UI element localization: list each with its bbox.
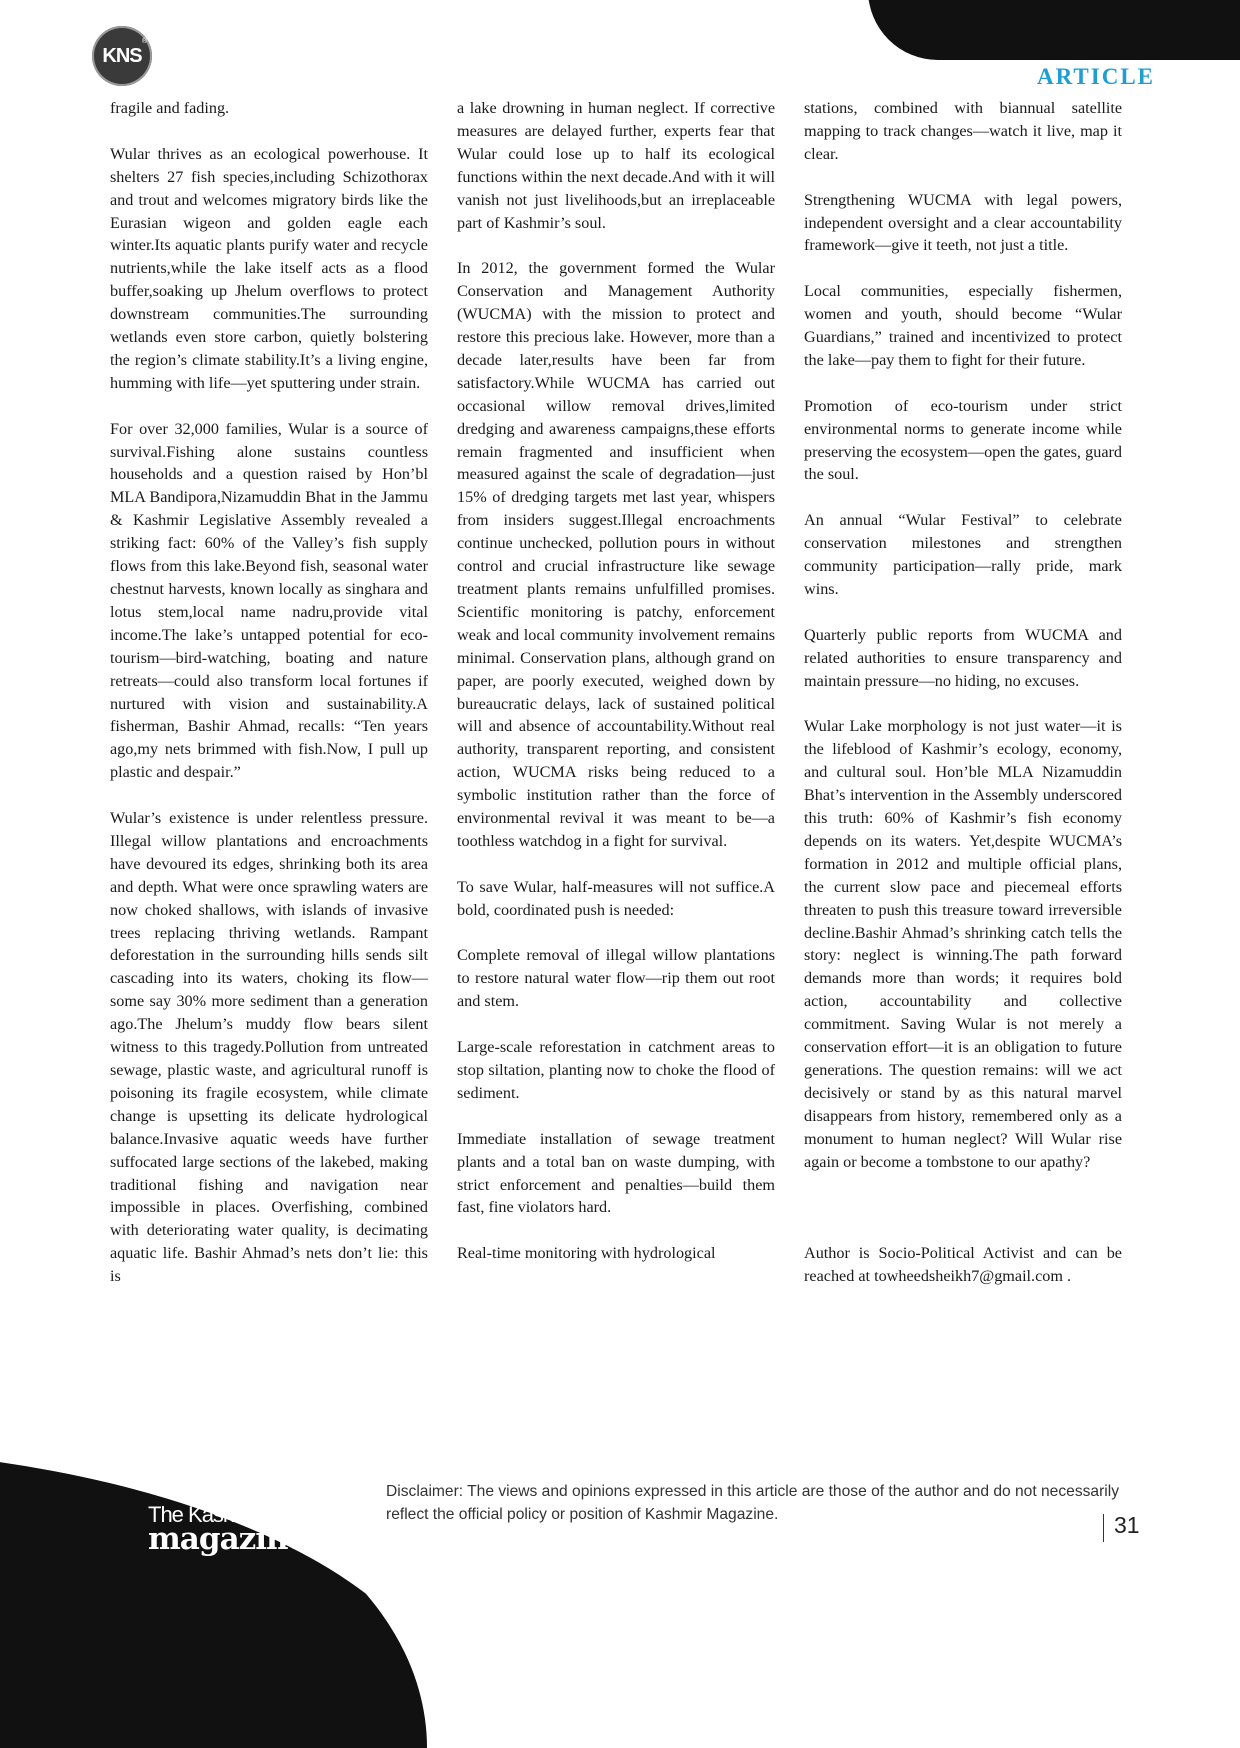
paragraph: Real-time monitoring with hydrological (457, 1244, 716, 1263)
spacer-paragraph (804, 1196, 1122, 1219)
paragraph: Complete removal of illegal willow plantations to restore natural water flow—rip them out root and stem. (457, 946, 775, 1011)
paragraph: Wular thrives as an ecological powerhouse. It shelters 27 fish species,including Schizothorax and trout and welcomes migratory birds like the Eurasian wigeon and golden eagle each winter.Its aquatic plants purify water and recycle nutrients,while the lake itself acts as a flood buffer,soaking up Jhelum overflows to protect downstream communities.The surrounding wetlands even store carbon, quietly bolstering the region’s climate stability.It’s a living engine, humming with life—yet sputtering under strain. (110, 144, 428, 392)
paragraph: Wular’s existence is under relentless pressure. Illegal willow plantations and encroachments have devoured its edges, shrinking both its area and depth. What were once sprawling waters are now choked shallows, with islands of invasive trees replacing thriving wetlands. Rampant deforestation in the surrounding hills sends silt cascading into its waters, choking its flow—some say 30% more sediment than a generation ago.The Jhelum’s muddy flow bears silent witness to this tragedy.Pollution from untreated sewage, plastic waste, and agricultural runoff is poisoning its fragile ecosystem, while climate change is upsetting its delicate hydrological balance.Invasive aquatic weeds have further suffocated large sections of the lakebed, making traditional fishing and navigation near impossible in places. Overfishing, combined with deteriorating water quality, is decimating aquatic life. Bashir Ahmad’s nets don’t lie: this is (110, 809, 428, 1286)
paragraph: Wular Lake morphology is not just water—it is the lifeblood of Kashmir’s ecology, economy, and cultural soul. Hon’ble MLA Nizamuddin Bhat’s intervention in the Assembly underscored this truth: 60% of Kashmir’s fish economy depends on its waters. Yet,despite WUCMA’s formation in 2012 and multiple official plans, the current slow pace and piecemeal efforts threaten to push this treasure toward irreversible decline.Bashir Ahmad’s shrinking catch tells the story: neglect is winning.The path forward demands more than words; it requires bold action, accountability and collective commitment. Saving Wular is not merely a conservation effort—it is an obligation to future generations. The question remains: will we act decisively or stand by as this natural marvel disappears from history, remembered only as a monument to human neglect? Will Wular rise again or become a tombstone to our apathy? (804, 717, 1122, 1171)
paragraph: For over 32,000 families, Wular is a source of survival.Fishing alone sustains countless households and a question raised by Hon’bl MLA Bandipora,Nizamuddin Bhat in the Jammu & Kashmir Legislative Assembly revealed a striking fact: 60% of the Valley’s fish supply flows from this lake.Beyond fish, seasonal water chestnut harvests, known locally as singhara and lotus stem,local name nadru,provide vital income.The lake’s untapped potential for eco-tourism—bird-watching, boating and nature retreats—could also transform local fortunes if nurtured with vision and sustainability.A fisherman, Bashir Ahmad, recalls: “Ten years ago,my nets brimmed with fish.Now, I pull up plastic and despair.” (110, 419, 428, 782)
section-label: ARTICLE (1037, 64, 1155, 89)
page-number: 31 (1114, 1512, 1140, 1538)
brand-line-2: magazine (148, 1521, 307, 1557)
paragraph: Strengthening WUCMA with legal powers, independent oversight and a clear accountability framework—give it teeth, not just a title. (804, 190, 1122, 255)
header-decoration (868, 0, 1240, 60)
article-column-1 (110, 97, 428, 1311)
article-column-3 (804, 97, 1122, 1311)
paragraph: Quarterly public reports from WUCMA and related authorities to ensure transparency and maintain pressure—no hiding, no excuses. (804, 625, 1122, 690)
paragraph: Large-scale reforestation in catchment areas to stop siltation, planting now to choke the flood of sediment. (457, 1038, 775, 1102)
article-column-2 (457, 97, 775, 1288)
disclaimer: Disclaimer: The views and opinions expressed in this article are those of the author and do not necessarily reflect the official policy or position of Kashmir Magazine. (386, 1483, 1120, 1523)
magazine-brand (148, 1504, 306, 1555)
paragraph: An annual “Wular Festival” to celebrate conservation milestones and strengthen community participation—rally pride, mark wins. (804, 511, 1122, 598)
paragraph: Promotion of eco-tourism under strict environmental norms to generate income while preserving the ecosystem—open the gates, guard the soul. (804, 396, 1122, 484)
registered-mark: ® (141, 38, 146, 45)
brand-line-1: The Kashmir (148, 1502, 262, 1527)
paragraph: a lake drowning in human neglect. If corrective measures are delayed further, experts fear that Wular could lose up to half its ecological functions within the next decade.And with it will vanish not just livelihoods,but an irreplaceable part of Kashmir’s soul. (457, 99, 775, 232)
paragraph: fragile and fading. (110, 99, 230, 117)
paragraph: Immediate installation of sewage treatment plants and a total ban on waste dumping, with strict enforcement and penalties—build them fast, fine violators hard. (457, 1129, 775, 1217)
kns-logo (92, 26, 152, 86)
page-number-divider (1103, 1514, 1104, 1542)
paragraph: stations, combined with biannual satellite mapping to track changes—watch it live, map it clear. (804, 99, 1122, 163)
author-note: Author is Socio-Political Activist and can be reached at towheedsheikh7@gmail.com . (804, 1244, 1122, 1286)
paragraph: To save Wular, half-measures will not suffice.A bold, coordinated push is needed: (457, 877, 775, 919)
paragraph: In 2012, the government formed the Wular Conservation and Management Authority (WUCMA) with the mission to protect and restore this precious lake. However, more than a decade later,results have been far from satisfactory.While WUCMA has carried out occasional willow removal drives,limited dredging and awareness campaigns,these efforts remain fragmented and insufficient when measured against the scale of degradation—just 15% of dredging targets met last year, whispers from insiders suggest.Illegal encroachments continue unchecked, pollution pours in without control and crucial infrastructure like sewage treatment plants remains unfulfilled promises. Scientific monitoring is patchy, enforcement weak and local community involvement remains minimal. Conservation plans, although grand on paper, are poorly executed, weighed down by bureaucratic delays, lack of sustained political will and absence of accountability.Without real authority, transparent reporting, and consistent action, WUCMA risks being reduced to a symbolic institution rather than the force of environmental revival it was meant to be—a toothless watchdog in a fight for survival. (457, 259, 775, 850)
paragraph: Local communities, especially fishermen, women and youth, should become “Wular Guardians,” trained and incentivized to protect the lake—pay them to fight for their future. (804, 282, 1122, 369)
logo-text: KNS (102, 44, 142, 67)
